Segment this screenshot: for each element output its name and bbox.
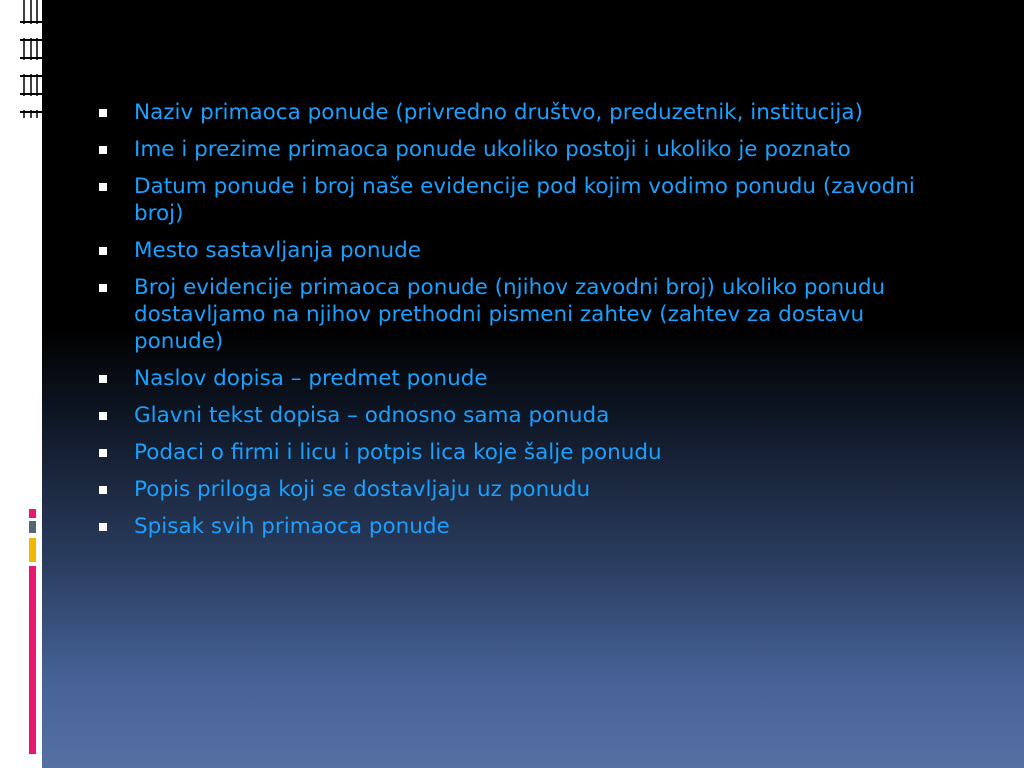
square-bullet-icon — [99, 146, 107, 154]
square-bullet-icon — [99, 183, 107, 191]
bullet-text: Broj evidencije primaoca ponude (njihov zavodni broj) ukoliko ponudu dostavljamo na njihov prethodni pismeni zahtev (zahtev za dostavu ponude) — [134, 275, 886, 354]
square-bullet-icon — [99, 247, 107, 255]
accent-bar-pink-small — [29, 509, 36, 518]
accent-bar-yellow — [29, 538, 36, 562]
bullet-item — [96, 365, 956, 392]
bullet-item — [96, 237, 956, 264]
bullet-text: Podaci o firmi i licu i potpis lica koje šalje ponudu — [134, 440, 662, 465]
bullet-text: Ime i prezime primaoca ponude ukoliko postoji i ukoliko je poznato — [134, 137, 851, 162]
bullet-item — [96, 274, 956, 355]
square-bullet-icon — [99, 375, 107, 383]
square-bullet-icon — [99, 109, 107, 117]
square-bullet-icon — [99, 284, 107, 292]
bullet-item — [96, 476, 956, 503]
bullet-text: Naziv primaoca ponude (privredno društvo, preduzetnik, institucija) — [134, 100, 863, 125]
bullet-text: Glavni tekst dopisa – odnosno sama ponuda — [134, 403, 610, 428]
accent-bar-gray — [29, 521, 36, 533]
bullet-item — [96, 513, 956, 540]
bullet-text: Datum ponude i broj naše evidencije pod kojim vodimo ponudu (zavodni broj) — [134, 174, 915, 226]
bullet-item — [96, 136, 956, 163]
decorative-lines-graphic — [0, 0, 60, 130]
bullet-text: Popis priloga koji se dostavljaju uz ponudu — [134, 477, 591, 502]
square-bullet-icon — [99, 449, 107, 457]
bullet-item — [96, 173, 956, 227]
bullet-text: Spisak svih primaoca ponude — [134, 514, 450, 539]
square-bullet-icon — [99, 486, 107, 494]
accent-bar-pink-long — [29, 566, 36, 754]
square-bullet-icon — [99, 412, 107, 420]
bullet-item — [96, 439, 956, 466]
square-bullet-icon — [99, 523, 107, 531]
bullet-text: Mesto sastavljanja ponude — [134, 238, 421, 263]
bullet-item — [96, 402, 956, 429]
bullet-list — [96, 99, 956, 550]
bullet-text: Naslov dopisa – predmet ponude — [134, 366, 488, 391]
bullet-item — [96, 99, 956, 126]
